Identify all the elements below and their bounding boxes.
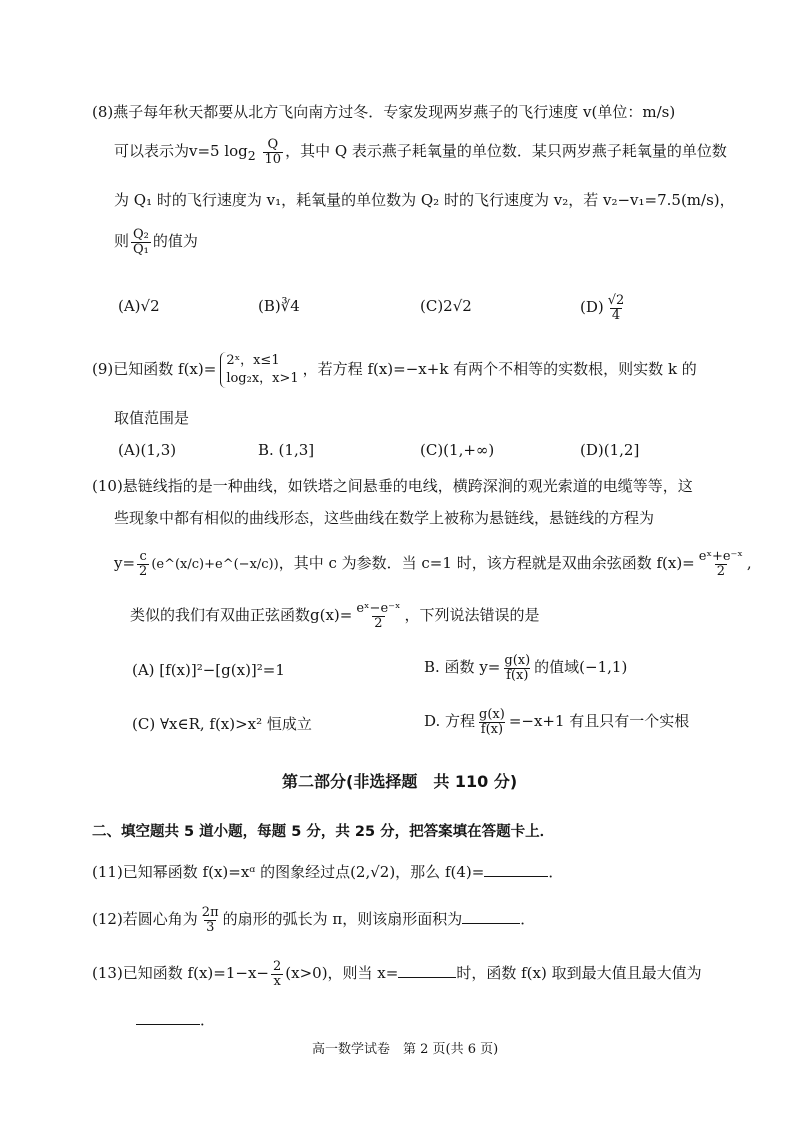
fraction-sinh: $\frac{\text{eˣ−e⁻ˣ}}{2}$ (356, 601, 401, 631)
fraction-q-over-10: $\frac{Q}{10}$ (264, 137, 282, 167)
q10-option-c: (C) ∀x∈R, f(x)>x² 恒成立 (132, 715, 312, 733)
q8-option-d: (D) $\frac{√2}{4}$ (580, 293, 625, 323)
q8-option-a: (A)√2 (118, 297, 160, 315)
q13-answer-blank-x[interactable] (398, 963, 456, 978)
q9-option-b: B. (1,3] (258, 441, 315, 459)
fraction-g-over-f: $\frac{g(x)}{f(x)}$ (504, 653, 531, 683)
q10-option-a: (A) [f(x)]²−[g(x)]²=1 (132, 661, 285, 679)
fraction-2pi-over-3: $\frac{2\pi}{3}$ (201, 905, 219, 935)
q9-option-a: (A)(1,3) (118, 441, 177, 459)
q8-line-1: (8)燕子每年秋天都要从北方飞向南方过冬．专家发现两岁燕子的飞行速度 v(单位：m/s) (92, 103, 676, 121)
q10-line-2: 些现象中都有相似的曲线形态，这些曲线在数学上被称为悬链线，悬链线的方程为 (114, 509, 655, 527)
q11: (11)已知幂函数 f(x)=xᵅ 的图象经过点(2,√2)，那么 f(4)= ． (92, 863, 564, 881)
section-title: 第二部分(非选择题 共 110 分) (282, 772, 518, 791)
section-instruction: 二、填空题共 5 道小题，每题 5 分，共 25 分，把答案填在答题卡上． (92, 824, 555, 840)
q12: (12)若圆心角为 $\frac{2\pi}{3}$ 的扇形的弧长为 π，则该扇形面积为 ． (92, 905, 536, 935)
q8-line-3: 为 Q₁ 时的飞行速度为 v₁，耗氧量的单位数为 Q₂ 时的飞行速度为 v₂，若 v₂−v₁=7.5(m/s)， (114, 191, 735, 209)
q10-line-1: (10)悬链线指的是一种曲线，如铁塔之间悬垂的电线，横跨深涧的观光索道的电缆等等，这 (92, 477, 693, 495)
q9-line-1: (9)已知函数 f(x)= 2ˣ，x≤1 log₂x，x>1 ，若方程 f(x)=−x+k 有两个不相等的实数根，则实数 k 的 (92, 352, 697, 388)
fraction-root2-over-4: $\frac{√2}{4}$ (607, 293, 625, 323)
q10-line-4: 类似的我们有双曲正弦函数g(x)= $\frac{\text{eˣ−e⁻ˣ}}{2}$ ，下列说法错误的是 (130, 601, 540, 631)
fraction-2-over-x: $\frac{2}{x}$ (272, 959, 282, 989)
fraction-q2-over-q1: $\frac{\text{Q₂}}{\text{Q₁}}$ (133, 227, 149, 257)
q10-option-b: B. 函数 y= $\frac{g(x)}{f(x)}$ 的值域(−1,1) (424, 653, 628, 683)
q13-line-1: (13)已知函数 f(x)=1−x− $\frac{2}{x}$ (x>0)，则当 x= 时，函数 f(x) 取到最大值且最大值为 (92, 959, 702, 989)
q12-answer-blank[interactable] (462, 909, 520, 924)
q13-line-2: ． (136, 1010, 215, 1030)
q11-answer-blank[interactable] (484, 862, 548, 877)
q8-option-c: (C)2√2 (420, 297, 472, 315)
q9-option-c: (C)(1,+∞) (420, 441, 495, 459)
q10-option-d: D. 方程 $\frac{g(x)}{f(x)}$ =−x+1 有且只有一个实根 (424, 707, 690, 737)
fraction-cosh: $\frac{\text{eˣ+e⁻ˣ}}{2}$ (698, 549, 743, 579)
q9-line-2: 取值范围是 (114, 409, 190, 427)
q8-ask: 则 $\frac{\text{Q₂}}{\text{Q₁}}$ 的值为 (114, 227, 198, 257)
page-footer: 高一数学试卷 第 2 页(共 6 页) (312, 1042, 499, 1057)
q8-line-2: 可以表示为v=5 $\log_2$ $\frac{Q}{10}$ ，其中 Q 表示燕子耗氧量的单位数．某只两岁燕子耗氧量的单位数 (114, 137, 727, 167)
piecewise-brace: 2ˣ，x≤1 log₂x，x>1 (220, 352, 298, 388)
fraction-c-over-2: $\frac{c}{2}$ (139, 549, 148, 579)
q10-line-3: y= $\frac{c}{2}$ (e^(x/c)+e^(−x/c))，其中 c 为参数．当 c=1 时，该方程就是双曲余弦函数 f(x)= $\frac{\text{eˣ+e⁻ˣ}}{2}$ , (114, 549, 752, 579)
fraction-g-over-f-2: $\frac{g(x)}{f(x)}$ (479, 707, 505, 737)
q8-option-b: (B)∛4 (258, 297, 300, 315)
q13-answer-blank-max[interactable] (136, 1010, 200, 1025)
q9-option-d: (D)(1,2] (580, 441, 640, 459)
